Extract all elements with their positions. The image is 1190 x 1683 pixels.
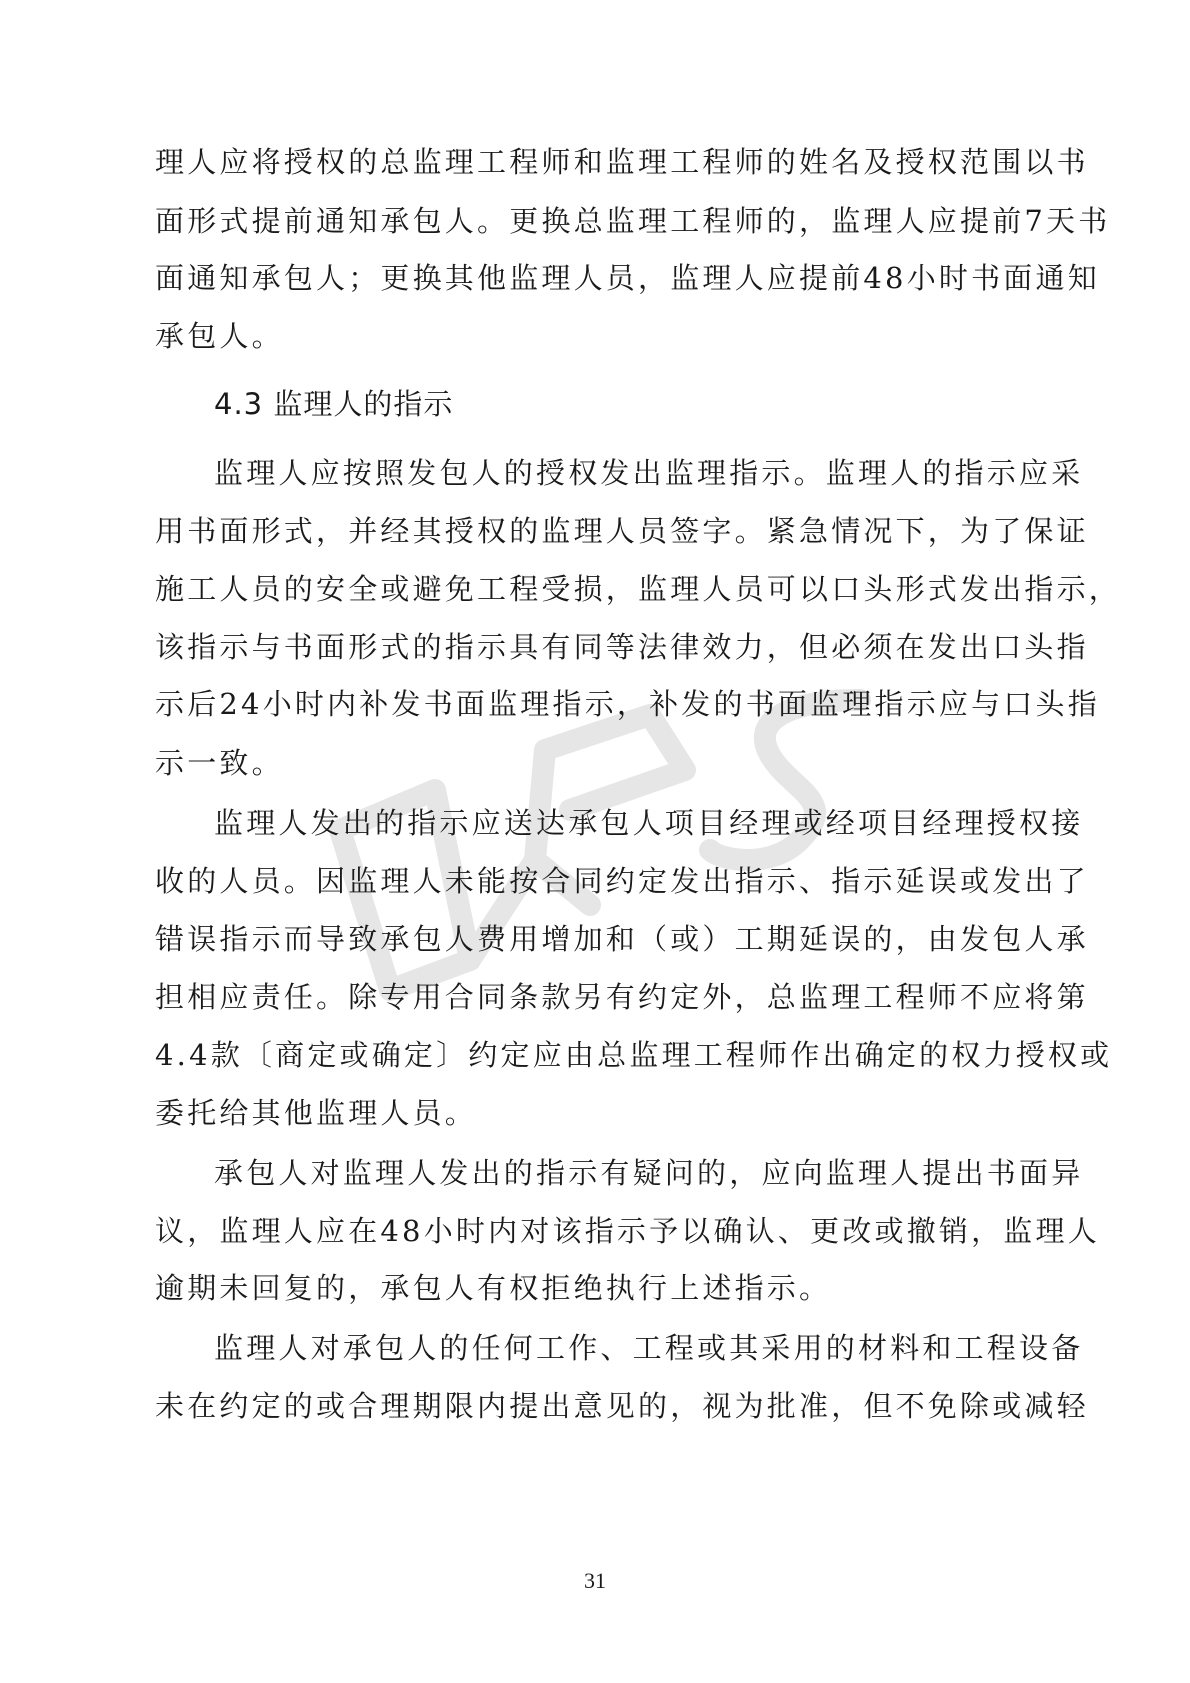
text-line: 错误指示而导致承包人费用增加和（或）工期延误的，由发包人承 <box>155 922 1089 956</box>
paragraph-start-line: 承包人对监理人发出的指示有疑问的，应向监理人提出书面异 <box>214 1156 1084 1190</box>
text-line: 收的人员。因监理人未能按合同约定发出指示、指示延误或发出了 <box>155 864 1089 898</box>
text-line: 逾期未回复的，承包人有权拒绝执行上述指示。 <box>155 1271 832 1305</box>
text-line: 议，监理人应在48小时内对该指示予以确认、更改或撤销，监理人 <box>155 1214 1100 1248</box>
text-line: 示一致。 <box>155 746 284 780</box>
text-line: 4.4款〔商定或确定〕约定应由总监理工程师作出确定的权力授权或 <box>155 1038 1113 1072</box>
text-line: 面通知承包人；更换其他监理人员，监理人应提前48小时书面通知 <box>155 261 1100 295</box>
section-heading: 4.3 监理人的指示 <box>214 387 454 421</box>
text-line: 施工人员的安全或避免工程受损，监理人员可以口头形式发出指示， <box>155 572 1122 606</box>
paragraph-start-line: 监理人发出的指示应送达承包人项目经理或经项目经理授权接 <box>214 806 1084 840</box>
text-line: 担相应责任。除专用合同条款另有约定外，总监理工程师不应将第 <box>155 980 1089 1014</box>
text-line: 承包人。 <box>155 319 284 353</box>
paragraph-start-line: 监理人对承包人的任何工作、工程或其采用的材料和工程设备 <box>214 1331 1084 1365</box>
text-line: 未在约定的或合理期限内提出意见的，视为批准，但不免除或减轻 <box>155 1389 1089 1423</box>
text-line: 示后24小时内补发书面监理指示，补发的书面监理指示应与口头指 <box>155 687 1100 721</box>
text-line: 理人应将授权的总监理工程师和监理工程师的姓名及授权范围以书 <box>155 145 1089 179</box>
page-number: 31 <box>584 1568 606 1593</box>
text-line: 用书面形式，并经其授权的监理人员签字。紧急情况下，为了保证 <box>155 514 1089 548</box>
text-line: 委托给其他监理人员。 <box>155 1096 478 1130</box>
paragraph-start-line: 监理人应按照发包人的授权发出监理指示。监理人的指示应采 <box>214 456 1084 490</box>
text-line: 面形式提前通知承包人。更换总监理工程师的，监理人应提前7天书 <box>155 204 1111 238</box>
text-line: 该指示与书面形式的指示具有同等法律效力，但必须在发出口头指 <box>155 630 1089 664</box>
